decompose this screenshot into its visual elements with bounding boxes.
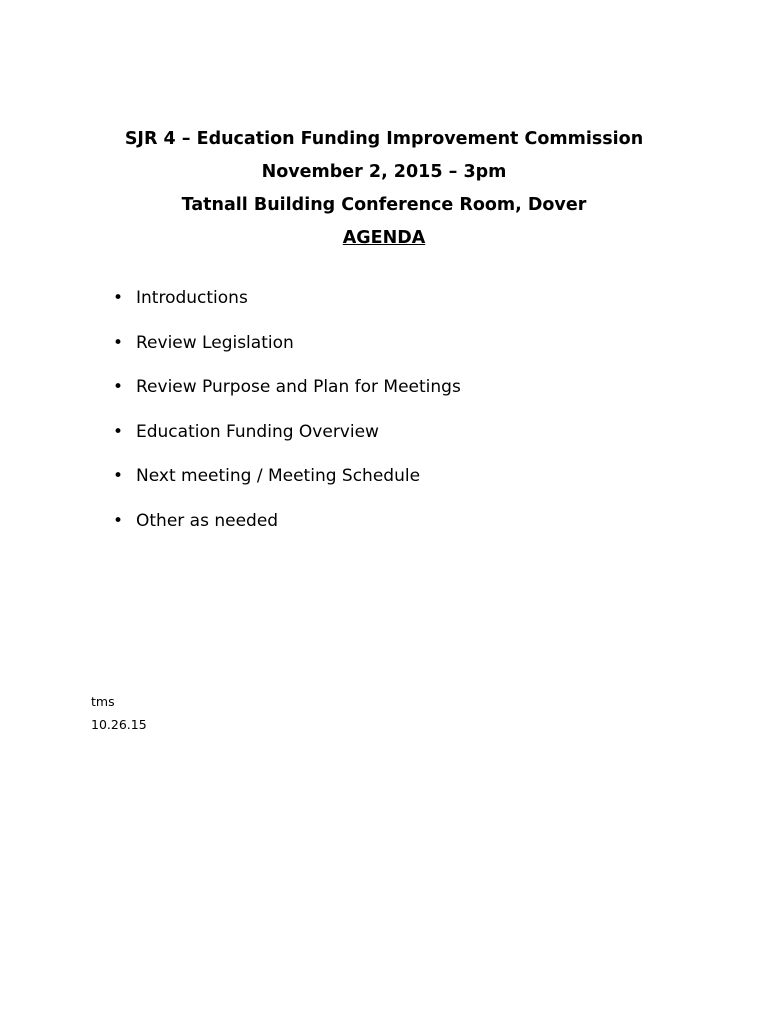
document-title: SJR 4 – Education Funding Improvement Commission bbox=[124, 129, 644, 149]
bullet-icon: • bbox=[113, 510, 124, 531]
author-initials: tms bbox=[91, 694, 115, 709]
agenda-item-text: Education Funding Overview bbox=[136, 421, 379, 442]
agenda-heading: AGENDA bbox=[342, 228, 426, 248]
meeting-location: Tatnall Building Conference Room, Dover bbox=[181, 195, 587, 215]
document-footer bbox=[91, 690, 147, 736]
bullet-icon: • bbox=[113, 466, 124, 487]
document-header bbox=[0, 123, 768, 255]
bullet-icon: • bbox=[113, 377, 124, 398]
agenda-item-text: Next meeting / Meeting Schedule bbox=[136, 466, 421, 487]
agenda-item-text: Other as needed bbox=[136, 510, 279, 531]
bullet-icon: • bbox=[113, 332, 124, 353]
bullet-icon: • bbox=[113, 288, 124, 308]
revision-date: 10.26.15 bbox=[91, 717, 147, 732]
agenda-item-text: Review Purpose and Plan for Meetings bbox=[136, 377, 461, 398]
meeting-date-time: November 2, 2015 – 3pm bbox=[261, 162, 507, 182]
agenda-item-text: Review Legislation bbox=[136, 332, 294, 353]
agenda-item-text: Introductions bbox=[136, 288, 248, 308]
bullet-icon: • bbox=[113, 421, 124, 442]
